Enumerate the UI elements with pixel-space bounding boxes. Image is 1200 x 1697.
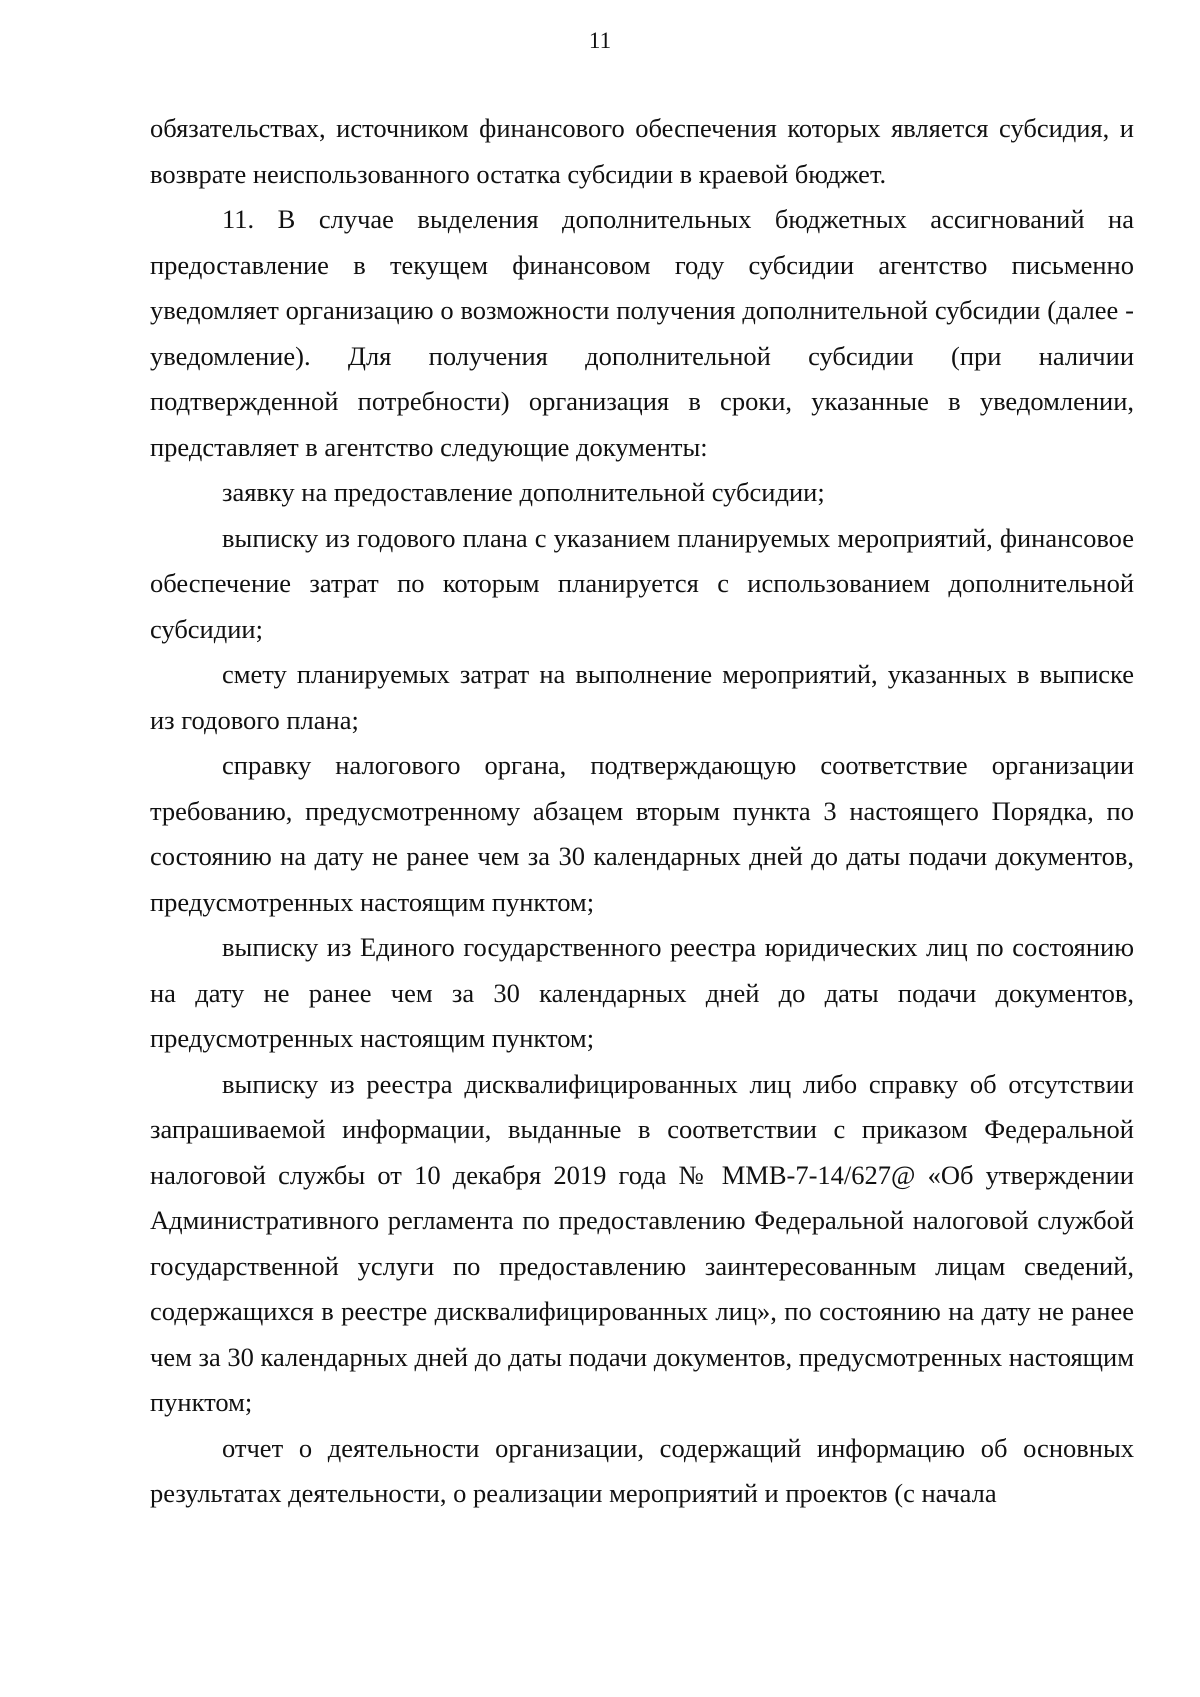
page-number: 11 <box>588 28 612 53</box>
paragraph-cost-estimate: смету планируемых затрат на выполнение мероприятий, указанных в выписке из годового плана; <box>150 659 1134 735</box>
paragraph-activity-report: отчет о деятельности организации, содержащий информацию об основных результатах деятельности, о реализации мероприятий и проектов (с начала <box>150 1432 1134 1508</box>
paragraph-continuation: обязательствах, источником финансового обеспечения которых является субсидия, и возврате неиспользованного остатка субсидии в краевой бюджет. <box>150 113 1134 189</box>
paragraph-application: заявку на предоставление дополнительной субсидии; <box>222 477 825 507</box>
paragraph-disqualified-registry: выписку из реестра дисквалифицированных лиц либо справку об отсутствии запрашиваемой информации, выданные в соответствии с приказом Федеральной налоговой службы от 10 декабря 2019 года № ММВ-7-14/627@ «Об утверждении Административного регламента по предоставлению Федеральной налоговой службой государственной услуги по предоставлению заинтересованным лицам сведений, содержащихся в реестре дисквалифицированных лиц», по состоянию на дату не ранее чем за 30 календарных дней до даты подачи документов, предусмотренных настоящим пунктом; <box>150 1068 1134 1417</box>
paragraph-item-11: 11. В случае выделения дополнительных бюджетных ассигнований на предоставление в текущем финансовом году субсидии агентство письменно уведомляет организацию о возможности получения дополнительной субсидии (далее - уведомление). Для получения дополнительной субсидии (при наличии подтвержденной потребности) организация в сроки, указанные в уведомлении, представляет в агентство следующие документы: <box>150 204 1134 462</box>
document-body <box>150 106 1134 1517</box>
paragraph-tax-certificate: справку налогового органа, подтверждающую соответствие организации требованию, предусмотренному абзацем вторым пункта 3 настоящего Порядка, по состоянию на дату не ранее чем за 30 календарных дней до даты подачи документов, предусмотренных настоящим пунктом; <box>150 750 1134 917</box>
paragraph-egrul-extract: выписку из Единого государственного реестра юридических лиц по состоянию на дату не ранее чем за 30 календарных дней до даты подачи документов, предусмотренных настоящим пунктом; <box>150 932 1134 1053</box>
paragraph-annual-plan-extract: выписку из годового плана с указанием планируемых мероприятий, финансовое обеспечение затрат по которым планируется с использованием дополнительной субсидии; <box>150 522 1134 644</box>
